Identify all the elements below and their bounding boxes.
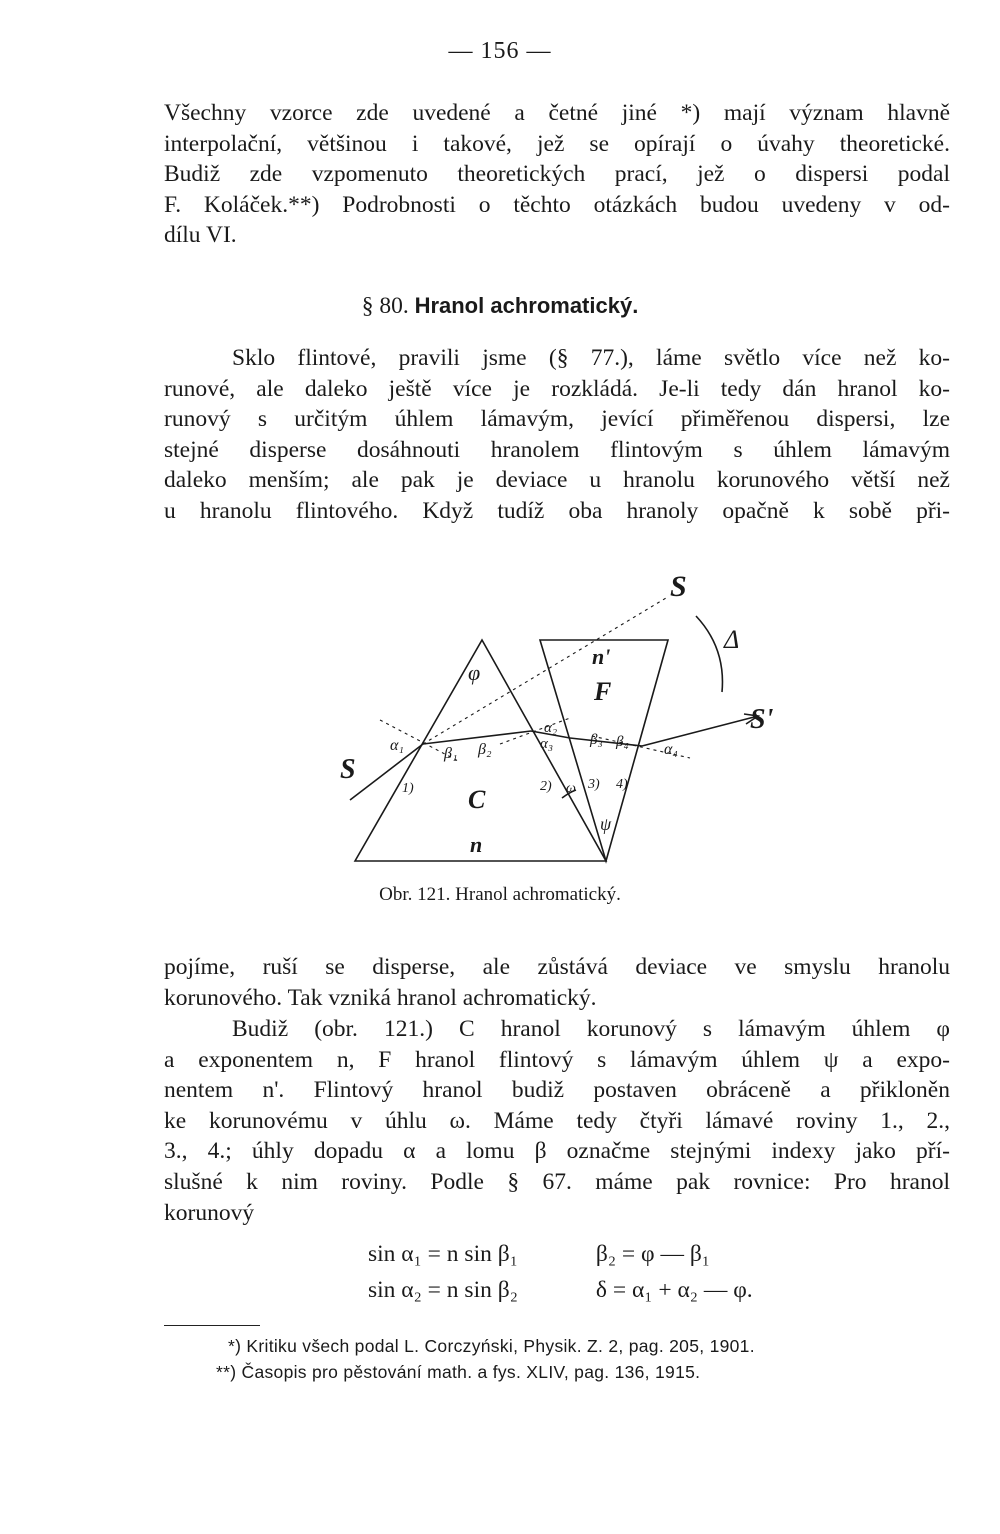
ray-in-crown [423, 731, 531, 744]
achromatic-prism-figure [330, 568, 800, 878]
text-line: interpolační, většinou i takové, jež se opírají o úvahy theoretické. [164, 130, 950, 157]
text-line: a exponentem n, F hranol flintový s lámavým úhlem ψ a expo- [164, 1046, 950, 1073]
label-beta1: β₁ [444, 745, 458, 762]
dotted-normal-2 [500, 718, 570, 744]
equation-beta2: β₂ = φ — β₁ [595, 1241, 710, 1267]
emergent-ray [642, 716, 758, 746]
label-beta2: β₂ [478, 741, 492, 758]
label-phi: φ [468, 660, 481, 685]
label-face-2: 2) [540, 779, 552, 794]
text-line: korunový [164, 1199, 255, 1226]
footnote-divider [164, 1325, 260, 1326]
text-line: slušné k nim roviny. Podle § 67. máme pak rovnice: Pro hranol [164, 1168, 950, 1195]
footnote-1: *) Kritiku všech podal L. Corczyński, Physik. Z. 2, pag. 205, 1901. [228, 1336, 755, 1356]
section-number: § 80. [361, 293, 409, 319]
label-S-top: S [670, 570, 687, 603]
equation-snell-1: sin α₁ = n sin β₁ [368, 1241, 518, 1267]
text-line: Všechny vzorce zde uvedené a četné jiné *) mají význam hlavně [164, 100, 950, 126]
equation-row [368, 1272, 753, 1308]
label-face-1: 1) [402, 781, 414, 796]
equation-row [368, 1236, 753, 1272]
deviation-arc [696, 616, 722, 692]
label-psi: ψ [600, 814, 612, 834]
text-line: 3., 4.; úhly dopadu α a lomu β označme stejnými indexy jako pří- [164, 1138, 950, 1165]
equation-snell-2: sin α₂ = n sin β₂ [368, 1277, 518, 1303]
text-line: stejné disperse dosáhnouti hranolem flintovým s úhlem lámavým [164, 436, 950, 463]
label-face-3: 3) [588, 777, 600, 792]
label-beta3: β₃ [590, 732, 603, 748]
text-line: pojíme, ruší se disperse, ale zůstává deviace ve smyslu hranolu [164, 954, 950, 980]
text-line: Sklo flintové, pravili jsme (§ 77.), láme světlo více než ko- [232, 345, 950, 371]
paragraph-definitions [164, 1014, 950, 1228]
paragraph-flint-glass [164, 343, 950, 527]
equations-block [368, 1236, 753, 1308]
section-heading [0, 293, 1000, 320]
label-F: F [594, 677, 612, 706]
text-line: Budiž (obr. 121.) C hranol korunový s lámavým úhlem φ [232, 1016, 950, 1042]
label-alpha1: α₁ [390, 737, 404, 754]
text-line: nentem n'. Flintový hranol budiž postaven obráceně a přikloněn [164, 1077, 950, 1104]
label-omega: ω [566, 781, 576, 796]
label-S-prime: S' [750, 704, 774, 735]
footnote-2: **) Časopis pro pěstování math. a fys. XLIV, pag. 136, 1915. [216, 1362, 701, 1382]
label-beta4: β₄ [616, 734, 629, 750]
text-line: runové, ale daleko ještě více je rozkládá. Je-li tedy dán hranol ko- [164, 375, 950, 402]
text-line: runový s určitým úhlem lámavým, jevící přiměřenou dispersi, lze [164, 406, 950, 433]
page-number: — 156 — [448, 38, 552, 64]
text-line: Budiž zde vzpomenuto theoretických prací, jež o dispersi podal [164, 161, 950, 188]
label-n: n [470, 832, 483, 857]
label-n-prime: n' [592, 644, 611, 669]
text-line: u hranolu flintového. Když tudíž oba hranoly opačně k sobě při- [164, 497, 950, 524]
label-face-4: 4) [616, 777, 628, 792]
label-delta: Δ [724, 625, 740, 654]
label-alpha3: α₃ [540, 736, 554, 752]
section-title: Hranol achromatický. [414, 293, 639, 318]
equation-deviation: δ = α₁ + α₂ — φ. [595, 1277, 753, 1303]
label-C: C [468, 785, 486, 814]
paragraph-intro [164, 98, 950, 251]
text-line: korunového. Tak vzniká hranol achromatický. [164, 984, 597, 1011]
label-S-left: S [340, 754, 356, 785]
paragraph-achromatic [164, 952, 950, 1013]
text-line: daleko menším; ale pak je deviace u hranolu korunového větší než [164, 467, 950, 494]
text-line: dílu VI. [164, 222, 237, 249]
text-line: F. Koláček.**) Podrobnosti o těchto otázkách budou uvedeny v od- [164, 191, 950, 218]
text-line: ke korunovému v úhlu ω. Máme tedy čtyři lámavé roviny 1., 2., [164, 1107, 950, 1134]
label-alpha4: α₄ [664, 741, 678, 758]
label-alpha2: α₂ [544, 720, 558, 736]
figure-caption: Obr. 121. Hranol achromatický. [379, 884, 621, 905]
